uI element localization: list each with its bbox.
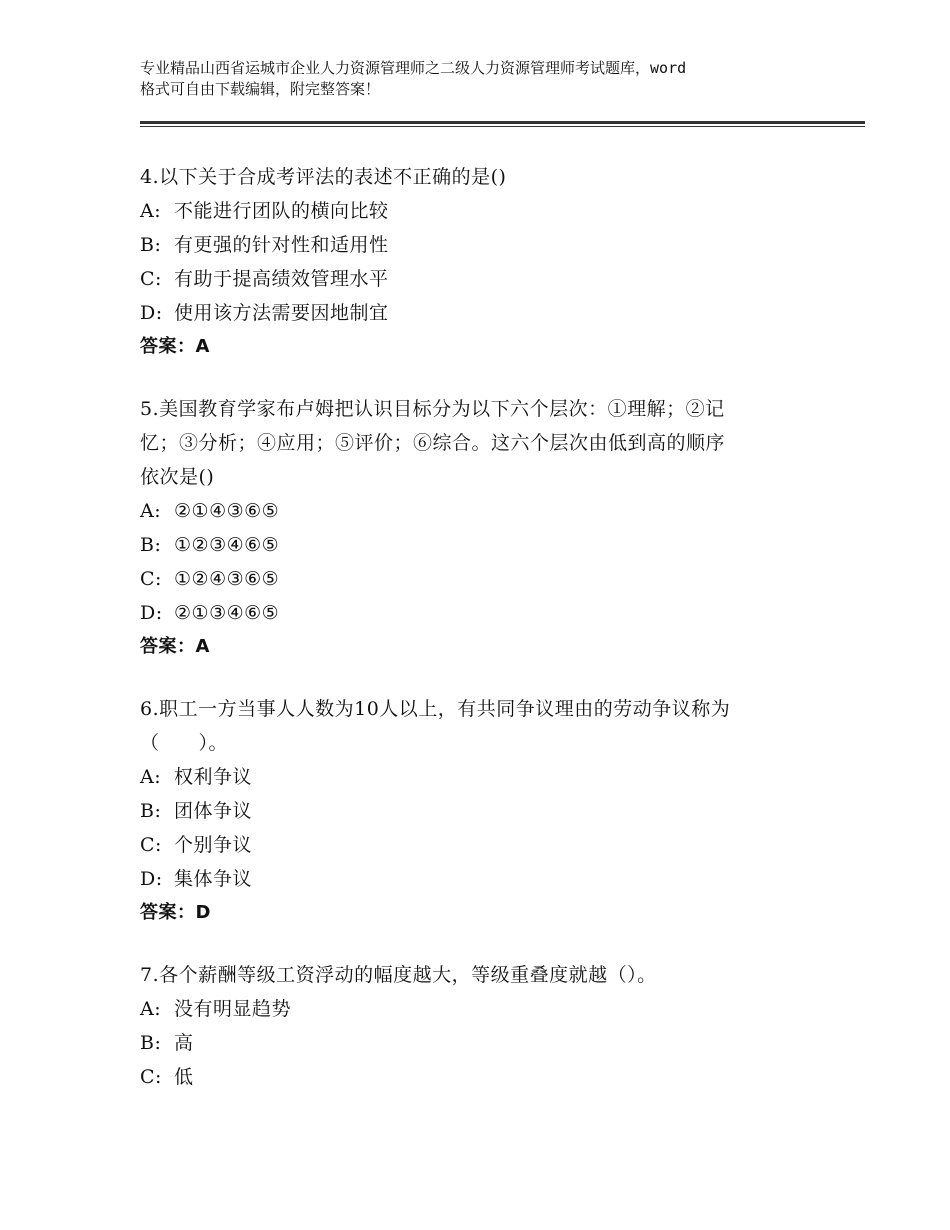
option-item — [140, 296, 820, 330]
option-item — [140, 1060, 820, 1094]
option-item — [140, 862, 820, 896]
option-item — [140, 992, 820, 1026]
option-text: 没有明显趋势 — [174, 998, 292, 1020]
option-text: ①②③④⑥⑤ — [174, 534, 280, 556]
option-key: B: — [140, 1032, 162, 1054]
option-item — [140, 1026, 820, 1060]
option-item — [140, 528, 820, 562]
option-key: B: — [140, 534, 162, 556]
question-text-line: 6.职工一方当事人人数为10人以上，有共同争议理由的劳动争议称为 — [140, 698, 731, 720]
option-text: 个别争议 — [174, 834, 253, 856]
question-text-line: （ ）。 — [140, 732, 229, 754]
option-item — [140, 194, 820, 228]
option-key: C: — [140, 268, 162, 290]
header-line-2: 格式可自由下载编辑，附完整答案！ — [140, 80, 381, 98]
option-text: ①②④③⑥⑤ — [174, 568, 280, 590]
option-item — [140, 262, 820, 296]
option-item — [140, 828, 820, 862]
option-key: A: — [140, 766, 162, 788]
option-key: A: — [140, 500, 162, 522]
option-text: 团体争议 — [174, 800, 253, 822]
document-header — [140, 58, 830, 100]
option-key: A: — [140, 998, 162, 1020]
option-item — [140, 596, 820, 630]
question-block — [140, 392, 820, 664]
question-text-line: 7.各个薪酬等级工资浮动的幅度越大，等级重叠度就越（）。 — [140, 964, 657, 986]
question-block — [140, 958, 820, 1094]
option-text: 高 — [174, 1032, 194, 1054]
option-text: 低 — [174, 1066, 194, 1088]
header-divider-thin — [140, 126, 865, 127]
option-text: 不能进行团队的横向比较 — [174, 200, 389, 222]
answer-line: 答案：A — [140, 336, 210, 357]
header-line-1: 专业精品山西省运城市企业人力资源管理师之二级人力资源管理师考试题库，word — [140, 59, 687, 77]
question-text-line: 忆；③分析；④应用；⑤评价；⑥综合。这六个层次由低到高的顺序 — [140, 432, 726, 454]
question-block — [140, 692, 820, 930]
option-key: B: — [140, 800, 162, 822]
option-text: 有更强的针对性和适用性 — [174, 234, 389, 256]
option-item — [140, 760, 820, 794]
option-key: B: — [140, 234, 162, 256]
option-text: ②①③④⑥⑤ — [174, 602, 280, 624]
option-key: D: — [140, 302, 163, 324]
option-text: ②①④③⑥⑤ — [174, 500, 280, 522]
option-text: 权利争议 — [174, 766, 253, 788]
answer-line: 答案：D — [140, 902, 211, 923]
answer-line: 答案：A — [140, 636, 210, 657]
question-text-line: 4.以下关于合成考评法的表述不正确的是() — [140, 166, 507, 188]
option-key: A: — [140, 200, 162, 222]
option-text: 使用该方法需要因地制宜 — [174, 302, 389, 324]
option-item — [140, 794, 820, 828]
question-text-line: 5.美国教育学家布卢姆把认识目标分为以下六个层次：①理解；②记 — [140, 398, 725, 420]
option-text: 集体争议 — [174, 868, 253, 890]
option-key: C: — [140, 834, 162, 856]
question-list — [140, 160, 820, 1094]
option-item — [140, 562, 820, 596]
option-text: 有助于提高绩效管理水平 — [174, 268, 389, 290]
question-block — [140, 160, 820, 364]
option-item — [140, 228, 820, 262]
option-key: C: — [140, 1066, 162, 1088]
option-item — [140, 494, 820, 528]
option-key: D: — [140, 602, 163, 624]
question-text-line: 依次是() — [140, 466, 215, 488]
option-key: D: — [140, 868, 163, 890]
header-divider-thick — [140, 121, 865, 124]
option-key: C: — [140, 568, 162, 590]
